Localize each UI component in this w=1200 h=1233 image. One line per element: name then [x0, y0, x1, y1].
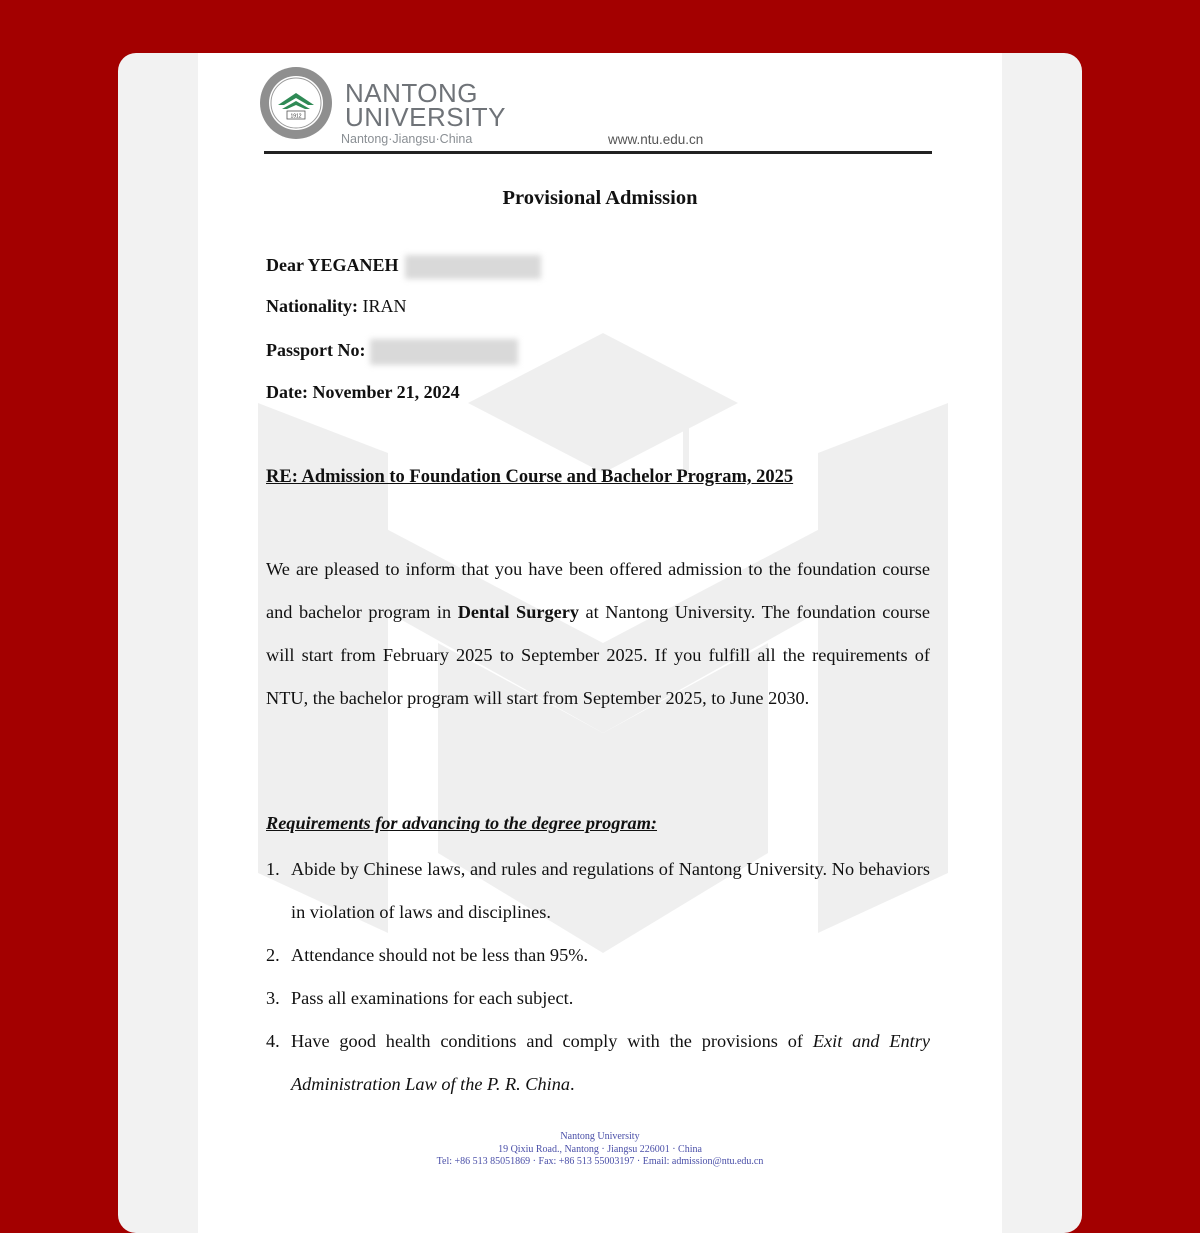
footer-line-1: Nantong University — [560, 1131, 640, 1142]
redacted-surname — [405, 255, 541, 279]
list-item — [266, 848, 930, 934]
passport-line — [266, 339, 518, 365]
nationality-value: IRAN — [362, 296, 407, 316]
list-item — [266, 977, 930, 1020]
letter-title: Provisional Admission — [502, 187, 698, 209]
list-number: 2. — [266, 945, 280, 965]
list-item — [266, 934, 930, 977]
letter-date: Date: November 21, 2024 — [266, 382, 460, 402]
list-text-before: Have good health conditions and comply with the provisions of — [291, 1031, 813, 1051]
dear-label: Dear YEGANEH — [266, 255, 399, 276]
footer-line-2: 19 Qixiu Road., Nantong · Jiangsu 226001 · China — [498, 1143, 702, 1155]
paragraph-part-1: We are pleased to inform that you have been offered admission to the foundation course and bachelor program in — [266, 559, 930, 622]
nationality-label: Nationality: — [266, 296, 358, 316]
brand-line-2: UNIVERSITY — [345, 102, 507, 132]
university-seal-icon — [258, 65, 334, 141]
list-text: Pass all examinations for each subject. — [291, 988, 574, 1008]
list-number: 1. — [266, 859, 280, 879]
requirements-list — [266, 848, 930, 1106]
subject-line: RE: Admission to Foundation Course and Bachelor Program, 2025 — [266, 467, 794, 487]
list-item — [266, 1020, 930, 1106]
list-number: 3. — [266, 988, 280, 1008]
document-card — [118, 53, 1082, 1233]
requirements-heading: Requirements for advancing to the degree program: — [266, 813, 658, 833]
letter-page — [198, 53, 1002, 1233]
university-location: Nantong·Jiangsu·China — [341, 132, 473, 146]
list-text: Abide by Chinese laws, and rules and regulations of Nantong University. No behaviors in violation of laws and disciplines. — [291, 859, 930, 922]
nationality-line — [266, 296, 407, 317]
passport-label: Passport No: — [266, 340, 366, 361]
seal-year: 1912 — [290, 113, 302, 120]
letterhead — [264, 63, 932, 154]
admission-paragraph — [266, 548, 930, 720]
list-number: 4. — [266, 1031, 280, 1051]
footer-line-3: Tel: +86 513 85051869 · Fax: +86 513 55003197 · Email: admission@ntu.edu.cn — [436, 1156, 764, 1167]
law-title: Exit and Entry Administration Law of the P. R. China — [291, 1031, 930, 1094]
redacted-passport-number — [370, 339, 518, 365]
program-name: Dental Surgery — [457, 602, 579, 622]
brand-line-1: NANTONG — [345, 78, 479, 108]
list-text: Attendance should not be less than 95%. — [291, 945, 589, 965]
letter-footer — [198, 1131, 1002, 1169]
paragraph-part-2: at Nantong University. The foundation course will start from February 2025 to September 2025. If you fulfill all the requirements of NTU, the bachelor program will start from September 2025, to June 2030. — [266, 602, 931, 708]
university-name — [345, 78, 507, 132]
salutation — [266, 255, 541, 279]
list-text-after: . — [569, 1074, 575, 1094]
university-website: www.ntu.edu.cn — [608, 132, 704, 147]
